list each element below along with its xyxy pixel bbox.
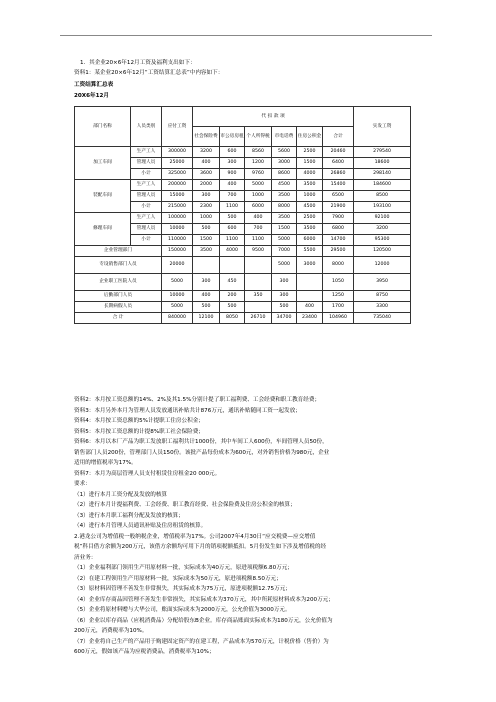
note-line: 适用的增值税率为17%。	[74, 460, 137, 466]
value-cell: 10000	[162, 224, 193, 235]
value-cell: 8560	[245, 147, 272, 158]
category-cell: 管理人员	[131, 158, 162, 169]
value-cell: 450	[220, 274, 245, 291]
header-rule	[60, 35, 432, 36]
value-cell: 400	[193, 158, 220, 169]
note-line: （1）进行本月工资分配及发放的核算	[74, 491, 168, 498]
value-cell: 3000	[297, 257, 323, 274]
note-line: （4）企业库存商品因管理不善发生非常损失，其实际成本为370万元，其中所耗原材料成本为200万元；	[74, 596, 334, 603]
category-cell: 管理人员	[131, 224, 162, 235]
value-cell: 8750	[354, 291, 411, 302]
value-cell: 14700	[323, 235, 354, 246]
value-cell: 500	[193, 302, 220, 313]
total-value-cell: 840000	[162, 313, 193, 324]
note-line: 600万元，假如该产品为应税消费品，消费税率为10%；	[74, 649, 215, 655]
value-cell: 1250	[323, 291, 354, 302]
note-line: （7）企业将自己生产的产品用于购建固定资产的在建工程，产品成本为570万元，计税价格（售价）为	[74, 638, 329, 645]
value-cell: 3200	[193, 147, 220, 158]
note-line: 资料2：本月按工资总额的14%、2%及其1.5%分别计提了职工福利费、工会经费和职工教育经费；	[74, 397, 321, 403]
value-cell: 1000	[245, 191, 272, 202]
value-cell: 300	[272, 291, 297, 302]
value-cell: 279540	[354, 147, 411, 158]
header-subtotal: 合计	[323, 127, 354, 147]
total-value-cell: 8050	[220, 313, 245, 324]
category-cell: 小计	[131, 202, 162, 213]
note-line: 济业务：	[74, 554, 97, 561]
value-cell: 3600	[193, 169, 220, 180]
value-cell: 150000	[162, 246, 193, 257]
value-cell: 400	[193, 291, 220, 302]
value-cell: 400	[297, 302, 323, 313]
value-cell: 700	[245, 224, 272, 235]
value-cell: 215000	[162, 202, 193, 213]
note-line: 要求：	[74, 481, 91, 487]
note-line: 销售部门人员200份，管理部门人员150份。该批产品每份成本为600元，对外销售价格为980元，企业	[74, 449, 330, 456]
total-value-cell: 34700	[272, 313, 297, 324]
value-cell: 2300	[193, 202, 220, 213]
value-cell: 6000	[297, 235, 323, 246]
value-cell	[245, 257, 272, 274]
category-cell: 生产工人	[131, 180, 162, 191]
value-cell: 200000	[162, 180, 193, 191]
value-cell	[245, 274, 272, 291]
note-line: （2）在建工程领用生产用原材料一批，实际成本为50万元，原进项税额8.50万元；	[74, 575, 282, 582]
header-payable: 应付工资	[162, 107, 193, 147]
value-cell: 3500	[272, 213, 297, 224]
value-cell: 4000	[297, 169, 323, 180]
value-cell: 298140	[354, 169, 411, 180]
value-cell: 200	[220, 291, 245, 302]
value-cell: 3300	[354, 302, 411, 313]
value-cell: 8000	[323, 257, 354, 274]
value-cell: 9760	[245, 169, 272, 180]
table-row	[75, 213, 411, 224]
value-cell: 18600	[354, 158, 411, 169]
header-rent: 市公房房租	[220, 127, 245, 147]
dept-cell: 企业管理部门	[75, 246, 162, 257]
value-cell: 2500	[297, 147, 323, 158]
value-cell: 500	[220, 213, 245, 224]
value-cell: 5000	[272, 235, 297, 246]
value-cell: 6400	[323, 158, 354, 169]
table-row	[75, 257, 411, 274]
value-cell: 300	[193, 274, 220, 291]
value-cell: 300	[193, 191, 220, 202]
value-cell: 20000	[162, 257, 193, 274]
value-cell: 2000	[193, 180, 220, 191]
value-cell: 3500	[272, 191, 297, 202]
value-cell: 6500	[323, 191, 354, 202]
note-line: 资料7：本月为高层管理人员支付租赁住房租金20 000元。	[74, 470, 221, 477]
category-cell: 小计	[131, 169, 162, 180]
table-row	[75, 274, 411, 291]
header-fund: 住房公积金	[297, 127, 323, 147]
value-cell: 1500	[193, 235, 220, 246]
dept-cell: 修理车间	[75, 213, 131, 246]
value-cell: 1100	[220, 202, 245, 213]
value-cell: 20460	[323, 147, 354, 158]
value-cell: 193100	[354, 202, 411, 213]
value-cell: 1100	[220, 235, 245, 246]
note-line: 资料6：本月以本厂产品为职工发放职工福利共计1000份，其中车间工人600份，车间管理人员50份，	[74, 439, 328, 445]
category-cell: 生产工人	[131, 213, 162, 224]
value-cell: 15000	[162, 191, 193, 202]
value-cell: 2500	[297, 213, 323, 224]
total-value-cell: 12100	[193, 313, 220, 324]
note-line: 2.港龙公司为增值税一般纳税企业，增值税率为17%。公司2007年4月30日“应交税费—应交增值	[74, 533, 316, 540]
value-cell: 300000	[162, 147, 193, 158]
value-cell: 5000	[272, 257, 297, 274]
total-row	[75, 313, 411, 324]
value-cell: 4500	[272, 180, 297, 191]
note-line: （3）原材料因管理不善发生非常损失，其实际成本为75万元，原进项税额12.75万元；	[74, 586, 291, 592]
value-cell: 500	[193, 224, 220, 235]
dept-cell: 装配车间	[75, 180, 131, 213]
note-line: 资料3：本月另外本月为管理人员发放通讯补贴共计876万元，通讯补贴随同工资一起发放；	[74, 407, 301, 414]
dept-cell: 长期病假人员	[75, 302, 162, 313]
total-value-cell: 104960	[323, 313, 354, 324]
header-dept: 部门名称	[75, 107, 131, 147]
table-title: 工资结算汇总表	[74, 82, 114, 88]
header-actual: 实发工资	[354, 107, 411, 147]
value-cell: 110000	[162, 235, 193, 246]
value-cell: 3500	[297, 224, 323, 235]
value-cell: 1500	[297, 158, 323, 169]
note-line: 资料4：本月按工资总额的5%计提职工住房公积金；	[74, 418, 204, 424]
total-value-cell: 735040	[354, 313, 411, 324]
category-cell: 管理人员	[131, 191, 162, 202]
value-cell: 1000	[297, 191, 323, 202]
value-cell: 500	[220, 302, 245, 313]
value-cell	[297, 274, 323, 291]
material-1-intro: 资料1：某企业20×6年12月“工资结算汇总表”中内容如下：	[74, 70, 224, 76]
table-row	[75, 246, 411, 257]
note-line: 税”科目借方余额为200万元，该借方余额均可用下月的销项税额抵扣。5月份发生如下涉及增值税的经	[74, 544, 327, 550]
value-cell: 900	[220, 169, 245, 180]
value-cell: 5000	[162, 274, 193, 291]
value-cell	[193, 257, 220, 274]
value-cell: 5000	[245, 180, 272, 191]
value-cell: 120500	[354, 246, 411, 257]
value-cell: 15400	[323, 180, 354, 191]
value-cell: 300	[220, 158, 245, 169]
value-cell: 4500	[297, 202, 323, 213]
note-line: （1）企业福利部门领用生产用原材料一批，实际成本为40万元，原进项税额6.80万元；	[74, 565, 293, 571]
value-cell: 9500	[245, 246, 272, 257]
header-deductions: 代 扣 款 项	[193, 107, 354, 127]
value-cell: 1050	[323, 274, 354, 291]
value-cell: 8000	[272, 202, 297, 213]
value-cell	[220, 257, 245, 274]
table-row	[75, 180, 411, 191]
value-cell: 95300	[354, 235, 411, 246]
value-cell: 6800	[323, 224, 354, 235]
note-line: （5）企业将原材料赠与大华公司，账面实际成本为2000万元，公允价值为3000万元。	[74, 607, 291, 613]
value-cell: 325000	[162, 169, 193, 180]
value-cell	[297, 291, 323, 302]
value-cell: 7000	[272, 246, 297, 257]
total-label-cell: 合 计	[75, 313, 162, 324]
value-cell: 350	[245, 291, 272, 302]
total-value-cell: 26710	[245, 313, 272, 324]
value-cell: 1700	[323, 302, 354, 313]
total-value-cell: 23400	[297, 313, 323, 324]
note-line: 资料5：本月按工资总额的计提8%职工社会保险费；	[74, 428, 204, 435]
wage-summary-table	[74, 106, 411, 324]
value-cell: 8500	[354, 191, 411, 202]
header-phone: 市电话费	[272, 127, 297, 147]
value-cell: 5500	[297, 246, 323, 257]
value-cell: 92100	[354, 213, 411, 224]
value-cell: 1000	[193, 213, 220, 224]
value-cell: 10000	[162, 291, 193, 302]
value-cell: 5600	[272, 147, 297, 158]
value-cell: 7900	[323, 213, 354, 224]
value-cell: 3500	[193, 246, 220, 257]
value-cell: 1200	[245, 158, 272, 169]
value-cell: 5000	[162, 302, 193, 313]
value-cell	[245, 302, 272, 313]
table-date: 20X6年12月	[74, 93, 109, 99]
value-cell: 700	[220, 191, 245, 202]
table-row	[75, 302, 411, 313]
value-cell: 600	[220, 147, 245, 158]
value-cell: 3000	[272, 158, 297, 169]
value-cell: 4000	[220, 246, 245, 257]
value-cell: 6000	[245, 202, 272, 213]
value-cell: 8600	[272, 169, 297, 180]
dept-cell: 专设销售部门人员	[75, 257, 162, 274]
header-social: 社会保险费	[193, 127, 220, 147]
value-cell: 400	[220, 180, 245, 191]
value-cell: 3500	[297, 180, 323, 191]
value-cell: 400	[245, 213, 272, 224]
value-cell: 100000	[162, 213, 193, 224]
category-cell: 生产工人	[131, 147, 162, 158]
note-line: （6）企业以库存商品（应税消费品）分配给股东B企业。库存商品账面实际成本为180万元，公允价值为	[74, 617, 333, 624]
value-cell: 300	[272, 274, 297, 291]
value-cell: 26860	[323, 169, 354, 180]
value-cell: 600	[220, 224, 245, 235]
value-cell: 12000	[354, 257, 411, 274]
table-row	[75, 291, 411, 302]
value-cell: 1100	[245, 235, 272, 246]
value-cell: 3200	[354, 224, 411, 235]
note-line: （3）进行本月职工福利分配及发放的核算；	[74, 512, 184, 519]
value-cell: 21900	[323, 202, 354, 213]
note-line: （2）进行本月计提福利费、工会经费、职工教育经费、社会保险费及住房公积金的核算；	[74, 502, 296, 508]
note-line: 200万元，消费税率为10%。	[74, 628, 148, 634]
value-cell: 500	[272, 302, 297, 313]
header-tax: 个人所得税	[245, 127, 272, 147]
table-row	[75, 147, 411, 158]
category-cell: 小计	[131, 235, 162, 246]
value-cell: 1500	[272, 224, 297, 235]
dept-cell: 企业职工医院人员	[75, 274, 162, 291]
dept-cell: 后勤部门人员	[75, 291, 162, 302]
value-cell: 184600	[354, 180, 411, 191]
header-category: 人员类别	[131, 107, 162, 147]
value-cell: 29500	[323, 246, 354, 257]
value-cell: 3950	[354, 274, 411, 291]
note-line: （4）进行本月管理人员通讯补贴及住房租赁的核算。	[74, 523, 207, 529]
dept-cell: 加工车间	[75, 147, 131, 180]
question-1-intro: 1．其企业20×6年12月工资及福利支出如下：	[80, 60, 196, 66]
value-cell: 25000	[162, 158, 193, 169]
